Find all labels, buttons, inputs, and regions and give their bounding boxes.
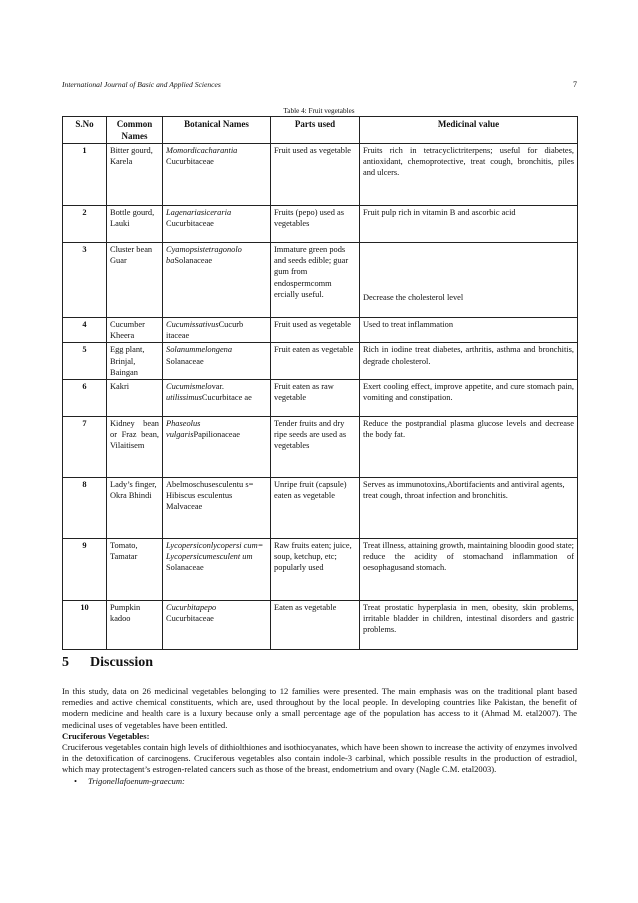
cell-medicinal-value: Treat prostatic hyperplasia in men, obesity, skin problems, irritable bladder in children, intestinal disorders and gastric problems. (360, 601, 578, 650)
cell-parts-used: Fruit eaten as raw vegetable (271, 380, 360, 417)
bullet-item (62, 776, 577, 787)
section-number: 5 (62, 655, 69, 670)
cell-parts-used: Tender fruits and dry ripe seeds are used as vegetables (271, 417, 360, 478)
cell-parts-used: Eaten as vegetable (271, 601, 360, 650)
cell-common-name: Bottle gourd, Lauki (107, 206, 163, 243)
cell-medicinal-value: Serves as immunotoxins,Abortifacients and antiviral agents, treat cough, throat infection and bronchitis. (360, 478, 578, 539)
botanical-italic: Momordicacharantia (166, 146, 238, 155)
botanical-family: Cucurbitaceae (166, 157, 214, 167)
paragraph: In this study, data on 26 medicinal vegetables belonging to 12 families were presented. The main emphasis was on the traditional plant based remedies and active chemical constituents, which are, used throughout by the local people. In developing countries like Pakistan, the benefit of modern medicine and health care is a luxury because only a small percentage age of the population has access to it (Ahmad M. etal2007). The medicinal uses of vegetables have been entitled. (62, 686, 577, 730)
medicinal-text: Decrease the cholesterol level (363, 292, 464, 302)
cell-common-name: Lady’s finger, Okra Bhindi (107, 478, 163, 539)
botanical-plain: var. (211, 382, 224, 392)
botanical-italic: Cucumissativus (166, 320, 219, 329)
paragraph: Cruciferous vegetables contain high levels of dithiolthiones and isothiocyanates, which have been shown to increase the activity of enzymes involved in the detoxification of carcinogens. Cruciferous vegetables also contain indole-3 carbinal, which possible results in the production of estradiol, which may protectagent’s estrogen-related cancers such as those of the breast, endometrium and ovary (Nagle C.M. etal2003). (62, 742, 577, 775)
cell-medicinal-value (360, 243, 578, 318)
table-row (63, 478, 578, 539)
table-row (63, 539, 578, 601)
cell-medicinal-value: Fruits rich in tetracyclictriterpens; useful for diabetes, antioxidant, chemoprotective, treat cough, bronchitis, piles and ulcers. (360, 144, 578, 206)
cell-common-name: Kidney bean or Fraz bean, Vilaitisem (107, 417, 163, 478)
cell-medicinal-value: Rich in iodine treat diabetes, arthritis, asthma and bronchitis, degrade cholesterol. (360, 343, 578, 380)
col-header-medicinal-value: Medicinal value (360, 117, 578, 144)
table-row (63, 417, 578, 478)
table-row (63, 601, 578, 650)
cell-common-name: Tomato, Tamatar (107, 539, 163, 601)
cell-parts-used: Raw fruits eaten; juice, soup, ketchup, etc; popularly used (271, 539, 360, 601)
cell-medicinal-value: Used to treat inflammation (360, 318, 578, 343)
cell-sno: 10 (63, 601, 107, 650)
col-header-botanical-names: Botanical Names (163, 117, 271, 144)
botanical-italic-2: utilissimus (166, 393, 202, 403)
cell-sno: 3 (63, 243, 107, 318)
botanical-family: Cucurbitaceae (166, 219, 214, 229)
section-heading (62, 655, 153, 671)
bullet-dot-icon: • (74, 775, 78, 786)
cell-sno: 9 (63, 539, 107, 601)
running-header (62, 80, 577, 89)
cell-botanical-name (163, 380, 271, 417)
cell-common-name: Kakri (107, 380, 163, 417)
journal-title: International Journal of Basic and Applied Sciences (62, 80, 221, 89)
section-body (62, 686, 577, 787)
cell-common-name: Pumpkin kadoo (107, 601, 163, 650)
cell-common-name: Cluster bean Guar (107, 243, 163, 318)
cell-botanical-name (163, 343, 271, 380)
botanical-italic: Cucurbitapepo (166, 603, 217, 613)
botanical-italic: Cucumismelo (166, 382, 212, 392)
cell-common-name: Bitter gourd, Karela (107, 144, 163, 206)
cell-parts-used: Fruit eaten as vegetable (271, 343, 360, 380)
table-row (63, 318, 578, 343)
cell-botanical-name (163, 417, 271, 478)
botanical-italic: Solanummelongena (166, 345, 233, 355)
cell-sno: 1 (63, 144, 107, 206)
table-caption: Table 4: Fruit vegetables (283, 107, 355, 115)
col-header-common-names: Common Names (107, 117, 163, 144)
cell-medicinal-value: Reduce the postprandial plasma glucose levels and decrease the body fat. (360, 417, 578, 478)
cell-botanical-name (163, 601, 271, 650)
page-number: 7 (573, 80, 577, 89)
table-row (63, 343, 578, 380)
fruit-vegetables-table (62, 116, 578, 650)
table-header-row (63, 117, 578, 144)
cell-botanical-name (163, 144, 271, 206)
botanical-family: Cucurbitace ae (201, 393, 252, 403)
cell-sno: 8 (63, 478, 107, 539)
cell-botanical-name (163, 243, 271, 318)
cell-botanical-name (163, 206, 271, 243)
cell-sno: 6 (63, 380, 107, 417)
cell-sno: 4 (63, 318, 107, 343)
table-row (63, 144, 578, 206)
botanical-italic: Lycopersiconlycopersi cum= Lycopersicumesculent um (166, 541, 264, 562)
subheading: Cruciferous Vegetables: (62, 730, 150, 741)
section-title: Discussion (90, 655, 154, 670)
cell-medicinal-value: Fruit pulp rich in vitamin B and ascorbic acid (360, 206, 578, 243)
cell-botanical-name (163, 478, 271, 539)
botanical-family: Papilionaceae (193, 430, 240, 440)
botanical-family: Solanaceae (174, 256, 213, 266)
cell-medicinal-value: Exert cooling effect, improve appetite, and cure stomach pain, vomiting and constipation. (360, 380, 578, 417)
cell-sno: 5 (63, 343, 107, 380)
cell-common-name: Cucumber Kheera (107, 318, 163, 343)
cell-medicinal-value: Treat illness, attaining growth, maintaining bloodin good state; reduce the acidity of stomachand inflammation of oesophagusand stomach. (360, 539, 578, 601)
botanical-italic: Lagenariasiceraria (166, 208, 232, 217)
cell-parts-used: Fruit used as vegetable (271, 144, 360, 206)
table-row (63, 206, 578, 243)
col-header-sno: S.No (63, 117, 107, 144)
botanical-family: Solanaceae (166, 356, 204, 366)
botanical-italic: Phaseolus vulgaris (166, 419, 201, 440)
col-header-parts-used: Parts used (271, 117, 360, 144)
cell-common-name: Egg plant, Brinjal, Baingan (107, 343, 163, 380)
cell-botanical-name (163, 539, 271, 601)
cell-sno: 7 (63, 417, 107, 478)
table-row (63, 243, 578, 318)
cell-botanical-name (163, 318, 271, 343)
botanical-family: Solanaceae (166, 563, 204, 573)
cell-parts-used: Immature green pods and seeds edible; guar gum from endospermcomm ercially useful. (271, 243, 360, 318)
table-row (63, 380, 578, 417)
botanical-family: Cucurb itaceae (166, 320, 244, 341)
cell-parts-used: Fruits (pepo) used as vegetables (271, 206, 360, 243)
cell-parts-used: Unripe fruit (capsule) eaten as vegetable (271, 478, 360, 539)
bullet-text: Trigonellafoenum-graecum: (88, 775, 185, 786)
botanical-italic: Cyamopsistetragonolo ba (166, 245, 242, 266)
botanical-family: Abelmoschusesculentu s= Hibiscus esculentus Malvaceae (166, 480, 254, 512)
botanical-family: Cucurbitaceae (166, 614, 214, 624)
cell-parts-used: Fruit used as vegetable (271, 318, 360, 343)
cell-sno: 2 (63, 206, 107, 243)
